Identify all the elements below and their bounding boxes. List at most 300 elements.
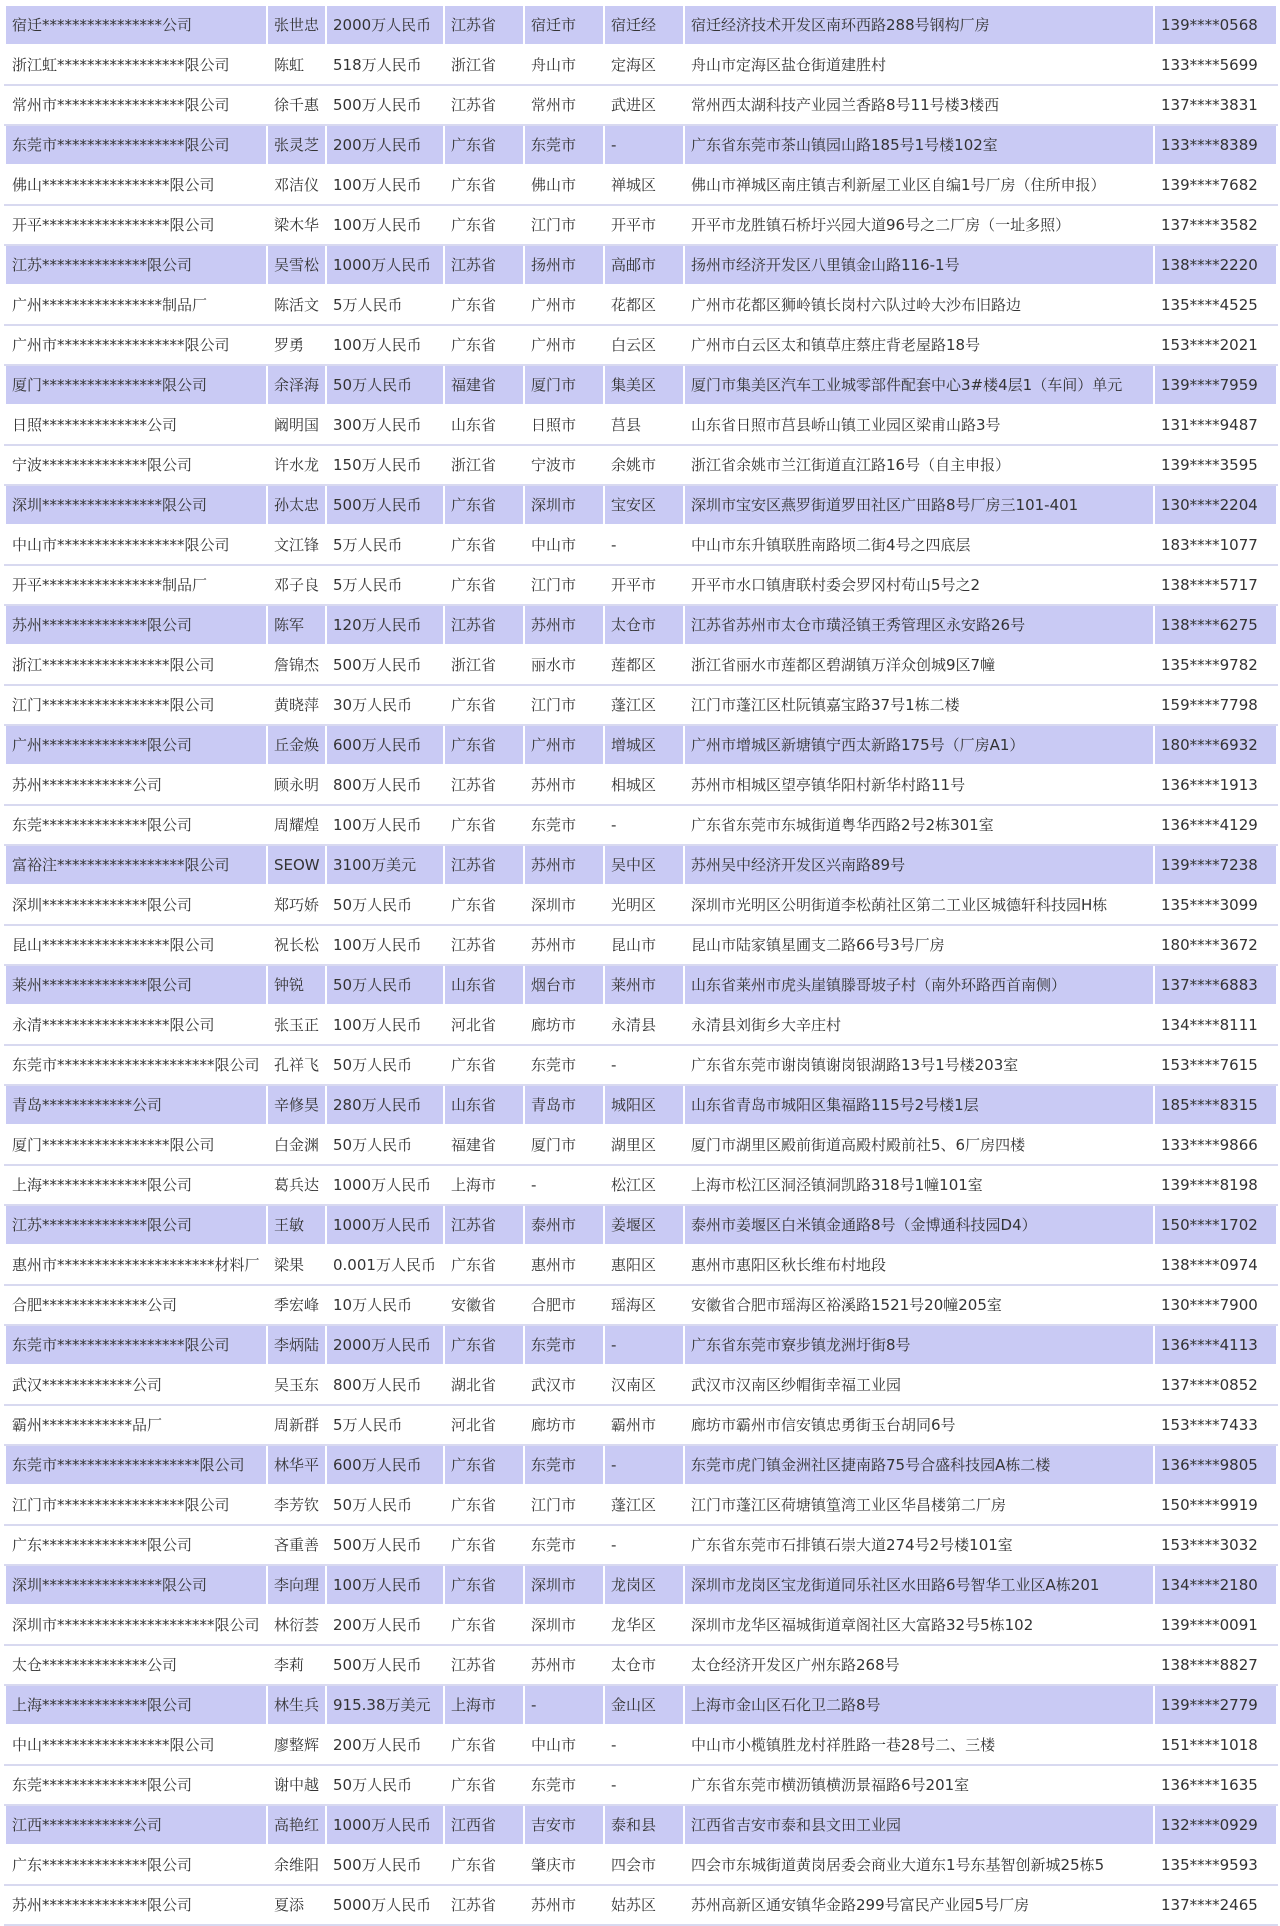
- phone-cell: 134****8111: [1154, 1005, 1277, 1045]
- table-row: [5, 1605, 1277, 1645]
- district-cell: 宝安区: [604, 485, 684, 525]
- phone-cell: 153****7615: [1154, 1045, 1277, 1085]
- registered-capital-cell: 1000万人民币: [326, 245, 444, 285]
- city-cell: 烟台市: [524, 965, 604, 1005]
- province-cell: 广东省: [444, 325, 524, 365]
- legal-person-cell: 余泽海: [267, 365, 326, 405]
- phone-cell: 135****4525: [1154, 285, 1277, 325]
- address-cell: 浙江省丽水市莲都区碧湖镇万洋众创城9区7幢: [684, 645, 1154, 685]
- company-name-cell: 富裕注*****************限公司: [5, 845, 267, 885]
- province-cell: 浙江省: [444, 445, 524, 485]
- city-cell: 深圳市: [524, 485, 604, 525]
- district-cell: 武进区: [604, 85, 684, 125]
- table-row: [5, 765, 1277, 805]
- city-cell: 江门市: [524, 1485, 604, 1525]
- company-name-cell: 广州**************限公司: [5, 725, 267, 765]
- address-cell: 深圳市龙华区福城街道章阁社区大富路32号5栋102: [684, 1605, 1154, 1645]
- registered-capital-cell: 120万人民币: [326, 605, 444, 645]
- phone-cell: 136****4113: [1154, 1325, 1277, 1365]
- table-body: [5, 5, 1277, 1925]
- province-cell: 江西省: [444, 1805, 524, 1845]
- registered-capital-cell: 200万人民币: [326, 1605, 444, 1645]
- address-cell: 广州市花都区狮岭镇长岗村六队过岭大沙布旧路边: [684, 285, 1154, 325]
- phone-cell: 139****0091: [1154, 1605, 1277, 1645]
- province-cell: 江苏省: [444, 1645, 524, 1685]
- phone-cell: 137****6883: [1154, 965, 1277, 1005]
- district-cell: -: [604, 1725, 684, 1765]
- district-cell: 白云区: [604, 325, 684, 365]
- district-cell: -: [604, 125, 684, 165]
- district-cell: 城阳区: [604, 1085, 684, 1125]
- table-row: [5, 1005, 1277, 1045]
- registered-capital-cell: 100万人民币: [326, 925, 444, 965]
- province-cell: 山东省: [444, 965, 524, 1005]
- city-cell: 中山市: [524, 525, 604, 565]
- company-name-cell: 江门市*****************限公司: [5, 1485, 267, 1525]
- legal-person-cell: 梁木华: [267, 205, 326, 245]
- address-cell: 太仓经济开发区广州东路268号: [684, 1645, 1154, 1685]
- province-cell: 广东省: [444, 1765, 524, 1805]
- legal-person-cell: 陈活文: [267, 285, 326, 325]
- city-cell: 东莞市: [524, 1445, 604, 1485]
- legal-person-cell: 黄晓萍: [267, 685, 326, 725]
- company-name-cell: 厦门****************限公司: [5, 365, 267, 405]
- registered-capital-cell: 500万人民币: [326, 485, 444, 525]
- city-cell: 扬州市: [524, 245, 604, 285]
- district-cell: 泰和县: [604, 1805, 684, 1845]
- phone-cell: 139****7238: [1154, 845, 1277, 885]
- phone-cell: 133****9866: [1154, 1125, 1277, 1165]
- company-name-cell: 青岛************公司: [5, 1085, 267, 1125]
- phone-cell: 139****2779: [1154, 1685, 1277, 1725]
- company-name-cell: 太仓**************公司: [5, 1645, 267, 1685]
- city-cell: 青岛市: [524, 1085, 604, 1125]
- address-cell: 广东省东莞市石排镇石崇大道274号2号楼101室: [684, 1525, 1154, 1565]
- province-cell: 山东省: [444, 405, 524, 445]
- registered-capital-cell: 500万人民币: [326, 645, 444, 685]
- table-row: [5, 1485, 1277, 1525]
- company-name-cell: 东莞**************限公司: [5, 1765, 267, 1805]
- table-row: [5, 285, 1277, 325]
- company-name-cell: 浙江虹*****************限公司: [5, 45, 267, 85]
- province-cell: 广东省: [444, 525, 524, 565]
- district-cell: 金山区: [604, 1685, 684, 1725]
- district-cell: 太仓市: [604, 605, 684, 645]
- city-cell: 惠州市: [524, 1245, 604, 1285]
- address-cell: 上海市金山区石化卫二路8号: [684, 1685, 1154, 1725]
- company-table: [4, 4, 1278, 1926]
- district-cell: -: [604, 1325, 684, 1365]
- address-cell: 上海市松江区洞泾镇洞凯路318号1幢101室: [684, 1165, 1154, 1205]
- registered-capital-cell: 5万人民币: [326, 525, 444, 565]
- district-cell: 霸州市: [604, 1405, 684, 1445]
- legal-person-cell: SEOW: [267, 845, 326, 885]
- company-name-cell: 武汉************公司: [5, 1365, 267, 1405]
- legal-person-cell: 林生兵: [267, 1685, 326, 1725]
- table-row: [5, 565, 1277, 605]
- province-cell: 江苏省: [444, 245, 524, 285]
- table-row: [5, 1845, 1277, 1885]
- address-cell: 中山市小榄镇胜龙村祥胜路一巷28号二、三楼: [684, 1725, 1154, 1765]
- address-cell: 武汉市汉南区纱帽街幸福工业园: [684, 1365, 1154, 1405]
- company-name-cell: 深圳****************限公司: [5, 1565, 267, 1605]
- city-cell: 东莞市: [524, 1765, 604, 1805]
- district-cell: 相城区: [604, 765, 684, 805]
- registered-capital-cell: 600万人民币: [326, 1445, 444, 1485]
- city-cell: 东莞市: [524, 125, 604, 165]
- company-name-cell: 宿迁****************公司: [5, 5, 267, 45]
- legal-person-cell: 郑巧娇: [267, 885, 326, 925]
- registered-capital-cell: 50万人民币: [326, 1765, 444, 1805]
- district-cell: 开平市: [604, 565, 684, 605]
- registered-capital-cell: 100万人民币: [326, 205, 444, 245]
- address-cell: 江苏省苏州市太仓市璜泾镇王秀管理区永安路26号: [684, 605, 1154, 645]
- city-cell: 江门市: [524, 205, 604, 245]
- registered-capital-cell: 518万人民币: [326, 45, 444, 85]
- province-cell: 广东省: [444, 1845, 524, 1885]
- city-cell: 广州市: [524, 325, 604, 365]
- company-name-cell: 开平*****************限公司: [5, 205, 267, 245]
- table-row: [5, 525, 1277, 565]
- registered-capital-cell: 200万人民币: [326, 1725, 444, 1765]
- table-row: [5, 405, 1277, 445]
- registered-capital-cell: 2000万人民币: [326, 5, 444, 45]
- phone-cell: 131****9487: [1154, 405, 1277, 445]
- phone-cell: 139****3595: [1154, 445, 1277, 485]
- district-cell: 光明区: [604, 885, 684, 925]
- registered-capital-cell: 500万人民币: [326, 1845, 444, 1885]
- legal-person-cell: 邓子良: [267, 565, 326, 605]
- address-cell: 廊坊市霸州市信安镇忠勇街玉台胡同6号: [684, 1405, 1154, 1445]
- registered-capital-cell: 500万人民币: [326, 85, 444, 125]
- phone-cell: 130****7900: [1154, 1285, 1277, 1325]
- company-name-cell: 昆山*****************限公司: [5, 925, 267, 965]
- district-cell: 蓬江区: [604, 685, 684, 725]
- district-cell: 龙岗区: [604, 1565, 684, 1605]
- table-row: [5, 485, 1277, 525]
- phone-cell: 136****9805: [1154, 1445, 1277, 1485]
- district-cell: 禅城区: [604, 165, 684, 205]
- address-cell: 苏州吴中经济开发区兴南路89号: [684, 845, 1154, 885]
- province-cell: 广东省: [444, 885, 524, 925]
- registered-capital-cell: 100万人民币: [326, 1005, 444, 1045]
- city-cell: 中山市: [524, 1725, 604, 1765]
- company-name-cell: 东莞市*****************限公司: [5, 1325, 267, 1365]
- address-cell: 山东省莱州市虎头崖镇滕哥坡子村（南外环路西首南侧）: [684, 965, 1154, 1005]
- company-name-cell: 广州市*****************限公司: [5, 325, 267, 365]
- phone-cell: 134****2180: [1154, 1565, 1277, 1605]
- company-name-cell: 江苏**************限公司: [5, 1205, 267, 1245]
- legal-person-cell: 廖整辉: [267, 1725, 326, 1765]
- table-row: [5, 1045, 1277, 1085]
- registered-capital-cell: 800万人民币: [326, 1365, 444, 1405]
- table-row: [5, 5, 1277, 45]
- legal-person-cell: 李莉: [267, 1645, 326, 1685]
- company-name-cell: 广东**************限公司: [5, 1845, 267, 1885]
- address-cell: 广东省东莞市茶山镇园山路185号1号楼102室: [684, 125, 1154, 165]
- district-cell: 增城区: [604, 725, 684, 765]
- phone-cell: 139****8198: [1154, 1165, 1277, 1205]
- table-row: [5, 1685, 1277, 1725]
- table-row: [5, 885, 1277, 925]
- district-cell: -: [604, 1765, 684, 1805]
- address-cell: 广东省东莞市东城街道粤华西路2号2栋301室: [684, 805, 1154, 845]
- address-cell: 江门市蓬江区杜阮镇嘉宝路37号1栋二楼: [684, 685, 1154, 725]
- address-cell: 舟山市定海区盐仓街道建胜村: [684, 45, 1154, 85]
- registered-capital-cell: 5万人民币: [326, 565, 444, 605]
- district-cell: 湖里区: [604, 1125, 684, 1165]
- legal-person-cell: 丘金焕: [267, 725, 326, 765]
- table-row: [5, 1165, 1277, 1205]
- legal-person-cell: 葛兵达: [267, 1165, 326, 1205]
- table-row: [5, 1645, 1277, 1685]
- city-cell: 江门市: [524, 565, 604, 605]
- phone-cell: 180****3672: [1154, 925, 1277, 965]
- company-name-cell: 江门*****************限公司: [5, 685, 267, 725]
- company-name-cell: 佛山*****************限公司: [5, 165, 267, 205]
- legal-person-cell: 罗勇: [267, 325, 326, 365]
- company-name-cell: 深圳****************限公司: [5, 485, 267, 525]
- legal-person-cell: 詹锦杰: [267, 645, 326, 685]
- registered-capital-cell: 280万人民币: [326, 1085, 444, 1125]
- city-cell: 合肥市: [524, 1285, 604, 1325]
- phone-cell: 135****3099: [1154, 885, 1277, 925]
- company-name-cell: 惠州市*********************材料厂: [5, 1245, 267, 1285]
- province-cell: 湖北省: [444, 1365, 524, 1405]
- city-cell: 厦门市: [524, 1125, 604, 1165]
- table-row: [5, 605, 1277, 645]
- district-cell: -: [604, 1445, 684, 1485]
- city-cell: 东莞市: [524, 1045, 604, 1085]
- table-row: [5, 1125, 1277, 1165]
- phone-cell: 153****3032: [1154, 1525, 1277, 1565]
- legal-person-cell: 文江锋: [267, 525, 326, 565]
- registered-capital-cell: 200万人民币: [326, 125, 444, 165]
- city-cell: 广州市: [524, 725, 604, 765]
- phone-cell: 159****7798: [1154, 685, 1277, 725]
- city-cell: 吉安市: [524, 1805, 604, 1845]
- registered-capital-cell: 1000万人民币: [326, 1205, 444, 1245]
- registered-capital-cell: 50万人民币: [326, 1125, 444, 1165]
- city-cell: 廊坊市: [524, 1005, 604, 1045]
- registered-capital-cell: 300万人民币: [326, 405, 444, 445]
- district-cell: 四会市: [604, 1845, 684, 1885]
- registered-capital-cell: 600万人民币: [326, 725, 444, 765]
- legal-person-cell: 周耀煌: [267, 805, 326, 845]
- legal-person-cell: 高艳红: [267, 1805, 326, 1845]
- legal-person-cell: 夏添: [267, 1885, 326, 1925]
- address-cell: 昆山市陆家镇星圃支二路66号3号厂房: [684, 925, 1154, 965]
- table-row: [5, 925, 1277, 965]
- address-cell: 江门市蓬江区荷塘镇篁湾工业区华昌楼第二厂房: [684, 1485, 1154, 1525]
- company-name-cell: 宁波**************限公司: [5, 445, 267, 485]
- table-row: [5, 1405, 1277, 1445]
- province-cell: 河北省: [444, 1005, 524, 1045]
- address-cell: 浙江省余姚市兰江街道直江路16号（自主申报）: [684, 445, 1154, 485]
- legal-person-cell: 吴玉东: [267, 1365, 326, 1405]
- phone-cell: 137****3831: [1154, 85, 1277, 125]
- legal-person-cell: 王敏: [267, 1205, 326, 1245]
- address-cell: 永清县刘街乡大辛庄村: [684, 1005, 1154, 1045]
- address-cell: 常州西太湖科技产业园兰香路8号11号楼3楼西: [684, 85, 1154, 125]
- province-cell: 广东省: [444, 1485, 524, 1525]
- address-cell: 四会市东城街道黄岗居委会商业大道东1号东基智创新城25栋5: [684, 1845, 1154, 1885]
- address-cell: 扬州市经济开发区八里镇金山路116-1号: [684, 245, 1154, 285]
- province-cell: 广东省: [444, 1245, 524, 1285]
- phone-cell: 133****5699: [1154, 45, 1277, 85]
- district-cell: 高邮市: [604, 245, 684, 285]
- district-cell: 余姚市: [604, 445, 684, 485]
- registered-capital-cell: 5万人民币: [326, 1405, 444, 1445]
- phone-cell: 133****8389: [1154, 125, 1277, 165]
- registered-capital-cell: 5000万人民币: [326, 1885, 444, 1925]
- city-cell: 东莞市: [524, 1325, 604, 1365]
- province-cell: 江苏省: [444, 765, 524, 805]
- phone-cell: 138****5717: [1154, 565, 1277, 605]
- district-cell: 惠阳区: [604, 1245, 684, 1285]
- province-cell: 河北省: [444, 1405, 524, 1445]
- address-cell: 深圳市光明区公明街道李松蓢社区第二工业区城德轩科技园H栋: [684, 885, 1154, 925]
- company-name-cell: 合肥**************公司: [5, 1285, 267, 1325]
- registered-capital-cell: 50万人民币: [326, 1485, 444, 1525]
- legal-person-cell: 张灵芝: [267, 125, 326, 165]
- table-row: [5, 1445, 1277, 1485]
- phone-cell: 130****2204: [1154, 485, 1277, 525]
- table-row: [5, 965, 1277, 1005]
- legal-person-cell: 吴雪松: [267, 245, 326, 285]
- company-name-cell: 东莞市*******************限公司: [5, 1445, 267, 1485]
- province-cell: 山东省: [444, 1085, 524, 1125]
- city-cell: 苏州市: [524, 925, 604, 965]
- company-name-cell: 广东**************限公司: [5, 1525, 267, 1565]
- province-cell: 广东省: [444, 285, 524, 325]
- registered-capital-cell: 100万人民币: [326, 1565, 444, 1605]
- district-cell: 集美区: [604, 365, 684, 405]
- province-cell: 广东省: [444, 1525, 524, 1565]
- legal-person-cell: 徐千惠: [267, 85, 326, 125]
- table-row: [5, 725, 1277, 765]
- province-cell: 安徽省: [444, 1285, 524, 1325]
- city-cell: 廊坊市: [524, 1405, 604, 1445]
- registered-capital-cell: 0.001万人民币: [326, 1245, 444, 1285]
- legal-person-cell: 谢中越: [267, 1765, 326, 1805]
- table-row: [5, 1525, 1277, 1565]
- city-cell: 常州市: [524, 85, 604, 125]
- company-name-cell: 东莞**************限公司: [5, 805, 267, 845]
- registered-capital-cell: 50万人民币: [326, 965, 444, 1005]
- province-cell: 广东省: [444, 805, 524, 845]
- company-name-cell: 上海**************限公司: [5, 1165, 267, 1205]
- company-name-cell: 东莞市*****************限公司: [5, 125, 267, 165]
- company-name-cell: 日照**************公司: [5, 405, 267, 445]
- district-cell: -: [604, 1045, 684, 1085]
- table-row: [5, 1565, 1277, 1605]
- city-cell: 江门市: [524, 685, 604, 725]
- address-cell: 广东省东莞市寮步镇龙洲圩街8号: [684, 1325, 1154, 1365]
- city-cell: 丽水市: [524, 645, 604, 685]
- district-cell: 汉南区: [604, 1365, 684, 1405]
- legal-person-cell: 林衍荟: [267, 1605, 326, 1645]
- phone-cell: 137****2465: [1154, 1885, 1277, 1925]
- phone-cell: 153****7433: [1154, 1405, 1277, 1445]
- province-cell: 广东省: [444, 1565, 524, 1605]
- registered-capital-cell: 800万人民币: [326, 765, 444, 805]
- legal-person-cell: 顾永明: [267, 765, 326, 805]
- province-cell: 广东省: [444, 125, 524, 165]
- company-name-cell: 莱州**************限公司: [5, 965, 267, 1005]
- registered-capital-cell: 50万人民币: [326, 1045, 444, 1085]
- phone-cell: 138****6275: [1154, 605, 1277, 645]
- legal-person-cell: 吝重善: [267, 1525, 326, 1565]
- district-cell: 松江区: [604, 1165, 684, 1205]
- table-row: [5, 205, 1277, 245]
- company-name-cell: 厦门*****************限公司: [5, 1125, 267, 1165]
- address-cell: 东莞市虎门镇金洲社区捷南路75号合盛科技园A栋二楼: [684, 1445, 1154, 1485]
- registered-capital-cell: 30万人民币: [326, 685, 444, 725]
- phone-cell: 138****8827: [1154, 1645, 1277, 1685]
- district-cell: -: [604, 805, 684, 845]
- province-cell: 广东省: [444, 1325, 524, 1365]
- phone-cell: 150****1702: [1154, 1205, 1277, 1245]
- phone-cell: 138****0974: [1154, 1245, 1277, 1285]
- table-row: [5, 685, 1277, 725]
- city-cell: 苏州市: [524, 605, 604, 645]
- address-cell: 宿迁经济技术开发区南环西路288号钢构厂房: [684, 5, 1154, 45]
- province-cell: 江苏省: [444, 845, 524, 885]
- table-row: [5, 1085, 1277, 1125]
- address-cell: 山东省青岛市城阳区集福路115号2号楼1层: [684, 1085, 1154, 1125]
- city-cell: 苏州市: [524, 1885, 604, 1925]
- district-cell: 姑苏区: [604, 1885, 684, 1925]
- company-name-cell: 深圳**************限公司: [5, 885, 267, 925]
- district-cell: 姜堰区: [604, 1205, 684, 1245]
- registered-capital-cell: 1000万人民币: [326, 1165, 444, 1205]
- table-row: [5, 805, 1277, 845]
- city-cell: 肇庆市: [524, 1845, 604, 1885]
- company-name-cell: 开平****************制品厂: [5, 565, 267, 605]
- district-cell: 龙华区: [604, 1605, 684, 1645]
- province-cell: 江苏省: [444, 5, 524, 45]
- table-row: [5, 1245, 1277, 1285]
- table-row: [5, 1205, 1277, 1245]
- province-cell: 广东省: [444, 1725, 524, 1765]
- table-row: [5, 325, 1277, 365]
- table-row: [5, 1285, 1277, 1325]
- phone-cell: 153****2021: [1154, 325, 1277, 365]
- address-cell: 厦门市湖里区殿前街道高殿村殿前社5、6厂房四楼: [684, 1125, 1154, 1165]
- district-cell: 定海区: [604, 45, 684, 85]
- city-cell: 苏州市: [524, 845, 604, 885]
- district-cell: 永清县: [604, 1005, 684, 1045]
- table-row: [5, 45, 1277, 85]
- table-row: [5, 1725, 1277, 1765]
- company-name-cell: 江西************公司: [5, 1805, 267, 1845]
- company-name-cell: 苏州**************限公司: [5, 605, 267, 645]
- address-cell: 苏州高新区通安镇华金路299号富民产业园5号厂房: [684, 1885, 1154, 1925]
- legal-person-cell: 白金渊: [267, 1125, 326, 1165]
- phone-cell: 138****2220: [1154, 245, 1277, 285]
- registered-capital-cell: 915.38万美元: [326, 1685, 444, 1725]
- province-cell: 江苏省: [444, 605, 524, 645]
- city-cell: 苏州市: [524, 765, 604, 805]
- legal-person-cell: 张玉正: [267, 1005, 326, 1045]
- company-name-cell: 江苏**************限公司: [5, 245, 267, 285]
- legal-person-cell: 梁果: [267, 1245, 326, 1285]
- address-cell: 佛山市禅城区南庄镇吉利新屋工业区自编1号厂房（住所申报）: [684, 165, 1154, 205]
- company-name-cell: 中山市*****************限公司: [5, 525, 267, 565]
- address-cell: 厦门市集美区汽车工业城零部件配套中心3#楼4层1（车间）单元: [684, 365, 1154, 405]
- legal-person-cell: 许水龙: [267, 445, 326, 485]
